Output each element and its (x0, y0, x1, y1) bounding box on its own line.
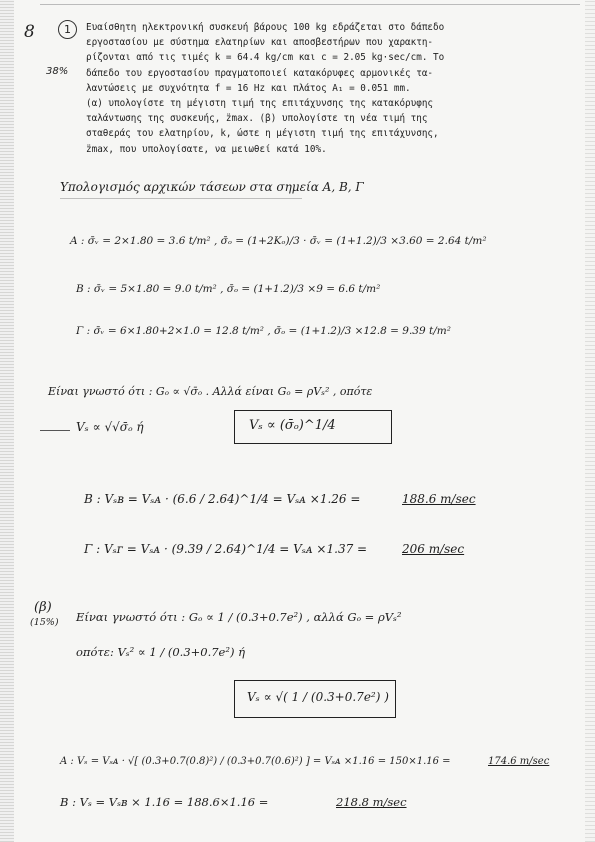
problem-line: δάπεδο του εργοστασίου πραγματοποιεί κατακόρυφες αρμονικές τα- (86, 67, 434, 79)
question-percent: 38% (46, 66, 69, 77)
boxed-formula-2: Vₛ ∝ √( 1 / (0.3+0.7e²) ) (247, 690, 389, 704)
stress-row-b: Β : σ̄ᵥ = 5×1.80 = 9.0 t/m² , σ̄ₒ = (1+1.2)/3 ×9 = 6.6 t/m² (76, 283, 381, 295)
boxed-result-1 (234, 410, 392, 444)
proportionality-1: Vₛ ∝ √√σ̄ₒ ή (76, 420, 144, 434)
problem-line: σταθεράς του ελατηρίου, k, ώστε η μέγιστη τιμή της επιτάχυνσης, (86, 128, 439, 140)
problem-statement (24, 12, 584, 157)
final-b-result: 218.8 m/sec (336, 795, 407, 809)
known-relation-1: Είναι γνωστό ότι : Gₒ ∝ √σ̄ₒ . Αλλά είναι Gₒ = ρVₛ² , οπότε (48, 385, 373, 398)
problem-line: z̈max, που υπολογίσατε, να μειωθεί κατά 10%. (86, 143, 327, 155)
problem-line: ταλάντωσης της συσκευής, z̈max. (β) υπολογίστε τη νέα τιμή της (86, 113, 428, 125)
problem-line: εργοστασίου με σύστημα ελατηρίων και αποσβεστήρων που χαρακτη- (86, 37, 434, 49)
scan-edge-right (585, 0, 595, 842)
problem-line: Ευαίσθητη ηλεκτρονική συσκευή βάρους 100 kg εδράζεται στο δάπεδο (86, 22, 445, 33)
boxed-formula-1: Vₛ ∝ (σ̄ₒ)^1/4 (249, 418, 336, 433)
part-b-percent: (15%) (30, 617, 59, 628)
stress-row-g: Γ : σ̄ᵥ = 6×1.80+2×1.0 = 12.8 t/m² , σ̄ₒ = (1+1.2)/3 ×12.8 = 9.39 t/m² (76, 325, 451, 337)
final-b-equation: Β : Vₛ = Vₛʙ × 1.16 = 188.6×1.16 = (60, 795, 269, 809)
problem-line: λαντώσεις με συχνότητα f = 16 Hz και πλάτος A₁ = 0.051 mm. (86, 82, 411, 94)
solution-heading: Υπολογισμός αρχικών τάσεων στα σημεία Α, Β, Γ (60, 180, 364, 194)
proportionality-2: οπότε: Vₛ² ∝ 1 / (0.3+0.7e²) ή (76, 645, 246, 659)
final-a-equation: Α : Vₛ = Vₛᴀ · √[ (0.3+0.7(0.8)²) / (0.3+0.7(0.6)²) ] = Vₛᴀ ×1.16 = 150×1.16 = (60, 756, 451, 767)
boxed-result-2 (234, 680, 396, 718)
vs-b-equation: Β : Vₛʙ = Vₛᴀ · (6.6 / 2.64)^1/4 = Vₛᴀ ×1.26 = (84, 492, 361, 506)
heading-underline (60, 198, 302, 199)
problem-line: (α) υπολογίστε τη μέγιστη τιμή της επιτάχυνσης της κατακόρυφης (86, 98, 434, 110)
final-a-result: 174.6 m/sec (488, 756, 550, 767)
scan-edge-left (0, 0, 14, 842)
known-relation-2: Είναι γνωστό ότι : Gₒ ∝ 1 / (0.3+0.7e²) , αλλά Gₒ = ρVₛ² (76, 610, 402, 624)
vs-g-equation: Γ : Vₛᴦ = Vₛᴀ · (9.39 / 2.64)^1/4 = Vₛᴀ ×1.37 = (84, 542, 368, 556)
margin-mark: 8 (24, 22, 35, 42)
vs-b-result: 188.6 m/sec (402, 492, 476, 506)
question-number: 1 (58, 20, 77, 39)
vs-g-result: 206 m/sec (402, 542, 465, 556)
problem-text (86, 20, 580, 157)
stress-row-a: Α : σ̄ᵥ = 2×1.80 = 3.6 t/m² , σ̄ₒ = (1+2Kₒ)/3 · σ̄ᵥ = (1+1.2)/3 ×3.60 = 2.64 t/m² (70, 235, 487, 247)
top-rule (40, 4, 580, 5)
part-b-label: (β) (34, 600, 52, 615)
problem-line: ρίζονται από τις τιμές k = 64.4 kg/cm και c = 2.05 kg·sec/cm. Το (86, 52, 445, 64)
dash-mark (40, 430, 70, 431)
